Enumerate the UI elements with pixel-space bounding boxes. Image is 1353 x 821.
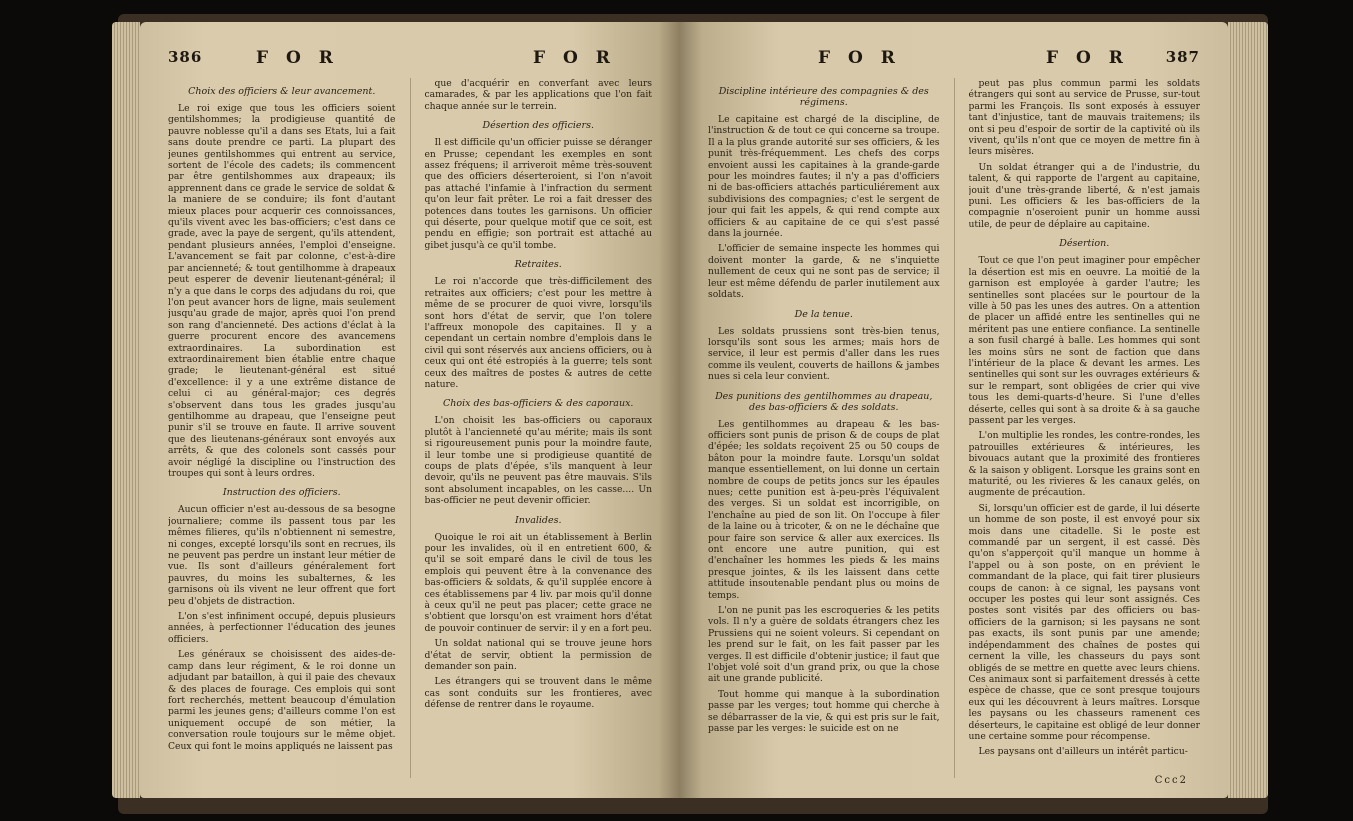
paragraph: Tout ce que l'on peut imaginer pour empêcher la désertion est mis en oeuvre. La moitié de la garnison est employée à garder l'autre; les sentinelles sont placées sur le pourtour de la ville à 50 pas les unes des autres. On a attention de placer un affidé entre les sentinelles qui ne méritent pas une entiere confiance. La sentinelle a son fusil chargé à balle. Les hommes qui sont les moins sûrs ne sont de faction que dans l'intérieur de la place & devant les armes. Les sentinelles qui sont sur les ouvrages extérieurs & sur le rempart, sont obligées de crier qui vive tous les demi-quarts-d'heure. Si l'une d'elles déserte, celles qui sont à sa droite & à sa gauche passent par les verges. [968,255,1200,426]
right-column-2 [969,78,1201,778]
section-heading: Choix des officiers & leur avancement. [188,86,376,97]
running-head: F O R [533,48,616,68]
paragraph: L'on multiplie les rondes, les contre-rondes, les patrouilles extérieures & intérieures, les bivouacs autant que la proximité des frontieres & la saison y obligent. Lorsque les grains sont en maturité, ou les rivieres & les canaux gelés, on augmente de précaution. [968,430,1200,499]
paragraph: Les gentilhommes au drapeau & les bas-officiers sont punis de prison & de coups de plat d'épée; les soldats reçoivent 25 ou 50 coups de bâton pour la moindre faute. Lorsqu'un soldat manque essentiellement, on lui donne un certain nombre de coups de petits joncs sur les épaules nues; cette punition est à-peu-près l'équivalent des verges. Si un soldat est incorrigible, on l'enchaîne au pied de son lit. On l'occupe à filer de la laine ou à tricoter, & on ne le déchaîne que pour faire son service & aller aux exercices. Ils ont encore une autre punition, qui est d'enchaîner les hommes les pieds & les mains presque jointes, & ils les laissent dans cette attitude insoutenable pendant plus ou moins de temps. [708,418,940,601]
right-page [680,22,1228,798]
running-head: F O R [1046,48,1129,68]
paragraph: Les paysans ont d'ailleurs un intérêt particu- [978,746,1188,758]
section-heading: Choix des bas-officiers & des caporaux. [443,398,634,410]
paragraph: Un soldat étranger qui a de l'industrie, du talent, & qui rapporte de l'argent au capitaine, jouit d'une très-grande liberté, & n'est jamais puni. Les officiers & les bas-officiers de la compagnie n'oseroient punir un homme aussi utile, de peur de déplaire au capitaine. [968,161,1200,230]
right-page-edges [1228,22,1268,798]
paragraph: Le capitaine est chargé de la discipline, de l'instruction & de tout ce qui concerne sa troupe. Il a la plus grande autorité sur ses officiers, & les punit très-fréquemment. Les chefs des corps envoient aussi les capitaines à la grande-garde pour les moindres fautes; il n'y a pas d'officiers ni de bas-officiers attachés particuliérement aux subdivisions des compagnies; c'est le sergent de jour qui fait les appels, & qui rend compte aux officiers & au capitaine de ce qui s'est passé dans la journée. [708,114,940,240]
signature-mark: Ccc2 [1154,775,1188,786]
paragraph: L'on s'est infiniment occupé, depuis plusieurs années, à perfectionner l'éducation des jeunes officiers. [168,611,396,645]
left-column-2 [425,78,653,778]
paragraph: Aucun officier n'est au-dessous de sa besogne journaliere; comme ils passent tous par les mêmes filieres, qu'ils n'obtiennent ni semestre, ni conges, excepté lorsqu'ils sont en recrues, ils ne peuvent pas perdre un instant leur métier de vue. Ils sont d'ailleurs généralement fort pauvres, du moins les subalternes, & les garnisons où ils vivent ne leur offrent que fort peu d'objets de distraction. [168,504,396,607]
running-head: F O R [256,48,339,68]
section-heading: Invalides. [514,514,562,526]
left-page-header [168,48,652,78]
paragraph: Un soldat national qui se trouve jeune hors d'état de servir, obtient la permission de demander son pain. [424,638,652,673]
paragraph: Quoique le roi ait un établissement à Berlin pour les invalides, où il en entretient 600, & qu'il se soit emparé dans le civil de tous les emplois qui peuvent être à la convenance des bas-officiers & soldats, & qu'il supplée encore à ces établissemens par 4 liv. par mois qu'il donne à ceux qu'il ne peut pas placer; cette grace ne s'obtient que lorsqu'on est vraiment hors d'état de pouvoir continuer de servir: il y en a fort peu. [424,531,652,634]
section-heading: Désertion. [1059,238,1110,250]
right-column-1 [708,78,940,778]
paragraph: Le roi n'accorde que très-difficilement des retraites aux officiers; c'est pour les mettre à même de se procurer de quoi vivre, lorsqu'ils sont hors d'état de servir, que l'on tolere l'affreux monopole des capitaines. Il y a cependant un certain nombre d'emplois dans le civil qui sont réservés aux anciens officiers, ou à ceux qui ont été estropiés à la guerre; tels sont ceux des maîtres de postes & autres de cette nature. [424,276,652,390]
page-number: 386 [168,48,203,66]
paragraph: que d'acquérir en converfant avec leurs camarades, & par les applications que l'on fait chaque année sur le terrein. [424,78,652,112]
paragraph: Les étrangers qui se trouvent dans le même cas sont conduits sur les frontieres, avec défense de rentrer dans le royaume. [424,676,652,711]
left-page-edges [112,22,140,798]
left-column-1 [168,78,396,778]
paragraph: peut pas plus commun parmi les soldats étrangers qui sont au service de Prusse, sur-tout parmi les François. Ils sont exposés à essuyer tant d'injustice, tant de mauvais traitemens; ils ont si peu d'espoir de sortir de la captivité où ils vivent, qu'ils n'ont que ce moyen de mettre fin à leurs misères. [968,78,1200,158]
section-heading: Des punitions des gentilhommes au drapeau, des bas-officiers & des soldats. [715,390,933,413]
paragraph: L'officier de semaine inspecte les hommes qui doivent monter la garde, & ne s'inquiette nullement de ceux qui ne sont pas de service; il leur est même défendu de parler inutilement aux soldats. [708,243,940,301]
running-head: F O R [818,48,901,68]
paragraph: Tout homme qui manque à la subordination passe par les verges; tout homme qui cherche à se débarrasser de la vie, & qui est pris sur le fait, passe par les verges: le suicide est on ne [708,688,940,735]
paragraph: Le roi exige que tous les officiers soient gentilshommes; la prodigieuse quantité de pauvre noblesse qu'il a dans ses Etats, lui a fait sans doute prendre ce parti. La plupart des jeunes gentilshommes qui entrent au service, sortent de l'école des cadets; ils commencent par être gentilshommes aux drapeaux; ils apprennent dans ce grade le service de soldat & la maniere de se conduire; ils font d'autant mieux places pour acquerir ces connoissances, qu'ils vivent avec les bas-officiers; c'est dans ce grade, avec la paye de sergent, qu'ils attendent, pendant plusieurs années, l'emploi d'enseigne. L'avancement se fait par colonne, c'est-à-dire par ancienneté; & tout gentilhomme à drapeaux peut esperer de devenir lieutenant-général; il n'y a que dans le corps des adjudans du roi, que l'on peut avancer hors de ligne, mais seulement jusqu'au grade de major, après quoi l'on prend son rang d'ancienneté. Des actions d'éclat à la guerre procurent encore des avancemens extraordinaires. La subordination est extraordinairement bien établie entre chaque grade; le lieutenant-général est situé d'excellence: il y a une extrême distance de celui ci au général-major; ces degrés s'observent dans tous les grades jusqu'au gentilhomme au drapeau, que l'enseigne peut punir s'il se trouve en faute. Il arrive souvent que des lieutenans-généraux sont envoyés aux arrêts, & que des colonels sont cassés pour avoir négligé la discipline ou l'instruction des troupes qui sont à leurs ordres. [168,103,396,479]
right-page-header [708,48,1200,78]
section-heading: Retraites. [514,259,562,271]
paragraph: L'on choisit les bas-officiers ou caporaux plutôt à l'ancienneté qu'au mérite; mais ils sont si rigoureusement punis pour la moindre faute, il leur tombe une si prodigieuse quantité de coups de plats d'épée, s'ils manquent à leur devoir, qu'ils ne peuvent pas être mauvais. S'ils sont absolument incapables, on les casse.... Un bas-officier ne peut devenir officier. [424,415,652,507]
column-divider [954,78,955,778]
paragraph: Si, lorsqu'un officier est de garde, il lui déserte un homme de son poste, il est envoyé pour six mois dans une citadelle. Si le poste est commandé par un sergent, il est cassé. Dès qu'on s'apperçoit qu'il manque un homme à l'appel ou à son poste, on en prévient le commandant de la place, qui fait tirer plusieurs coups de canon: à ce signal, les paysans vont occuper les postes qui leur sont assignés. Ces postes sont visités par des officiers ou bas-officiers de la garnison; si les paysans ne sont pas exacts, ils sont punis par une amende; indépendamment des chaînes de postes qui cernent la ville, les chasseurs du pays sont obligés de se mettre en quette avec leurs chiens. Ces animaux sont si parfaitement dressés à cette espèce de chasse, que ce sont presque toujours eux qui les découvrent à leurs maîtres. Lorsque les paysans ou les chasseurs ramenent ces déserteurs, le capitaine est obligé de leur donner une certaine somme pour récompense. [968,502,1200,742]
section-heading: Désertion des officiers. [482,120,594,132]
left-page [140,22,680,798]
page-number: 387 [1165,48,1200,66]
paragraph: Les soldats prussiens sont très-bien tenus, lorsqu'ils sont sous les armes; mais hors de service, il leur est permis d'aller dans les rues comme ils veulent, couverts de haillons & jambes nues si cela leur convient. [708,325,940,383]
paragraph: Il est difficile qu'un officier puisse se déranger en Prusse; cependant les exemples en sont assez fréquens; il arriveroit même très-souvent que des officiers déserteroient, si l'on n'avoit pas attaché l'infamie à l'infraction du serment qu'on leur fait prêter. Le roi a fait dresser des potences dans toutes les garnisons. Un officier qui déserte, pour quelque motif que ce soit, est pendu en effigie; son portrait est attaché au gibet jusqu'à ce qu'il tombe. [424,137,652,251]
paragraph: Les généraux se choisissent des aides-de-camp dans leur régiment, & le roi donne un adjudant par bataillon, à qui il paie des chevaux & des places de fourage. Ces emplois qui sont fort recherchés, mettent beaucoup d'émulation parmi les jeunes gens; d'ailleurs comme l'on est uniquement occupé de son métier, la conversation roule toujours sur le même objet. Ceux qui font le moins appliqués ne laissent pas [168,649,396,752]
paragraph: L'on ne punit pas les escroqueries & les petits vols. Il n'y a guère de soldats étrangers chez les Prussiens qui ne soient voleurs. Si cependant on les prend sur le fait, on les fait passer par les verges. Il est difficile d'obtenir justice; il faut que l'objet volé soit d'un grand prix, ou que la chose ait une grande publicité. [708,605,940,685]
section-heading: De la tenue. [794,308,853,320]
column-divider [410,78,411,778]
section-heading: Instruction des officiers. [222,487,341,499]
section-heading: Discipline intérieure des compagnies & des régimens. [718,86,929,108]
